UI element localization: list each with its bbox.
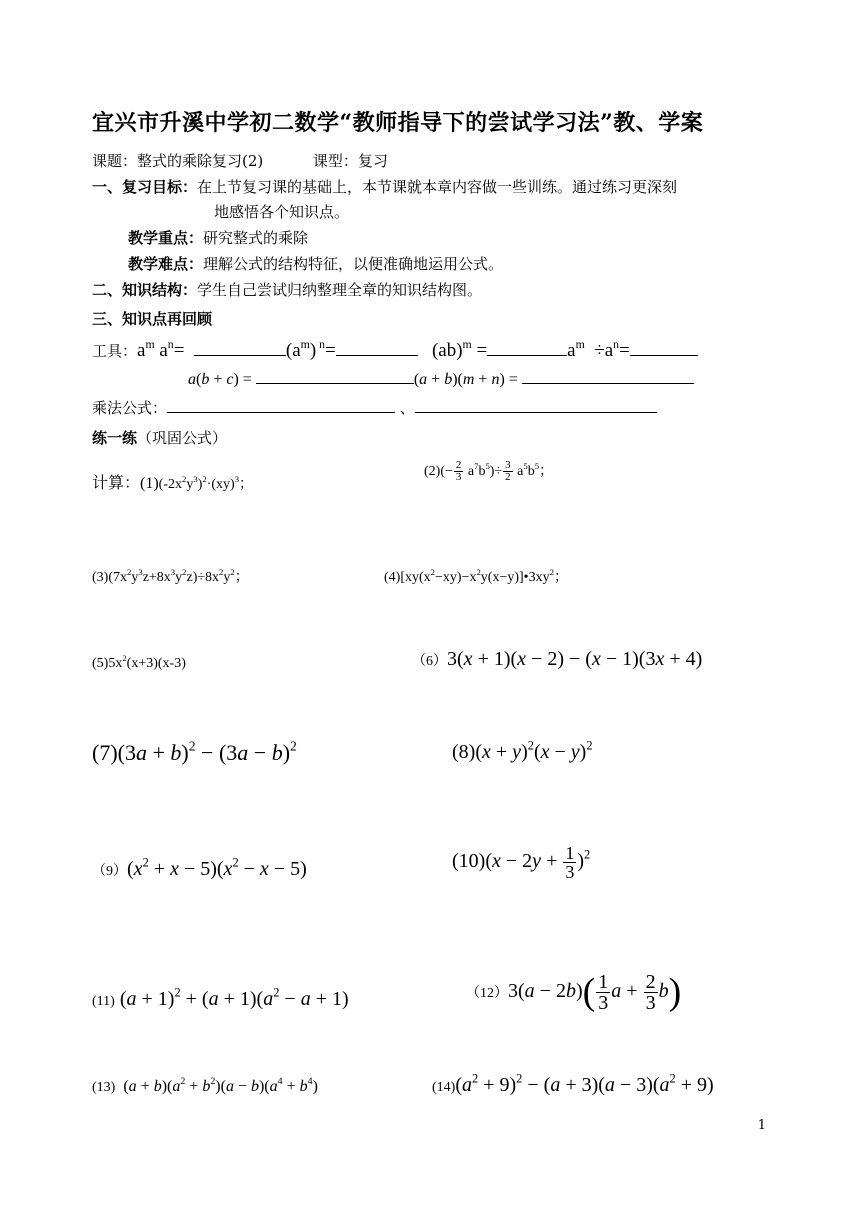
review-goal-line1 bbox=[92, 176, 677, 197]
tool-blank-2[interactable] bbox=[336, 336, 418, 356]
teaching-key-label: 教学重点： bbox=[128, 229, 204, 247]
formula-blank-2[interactable] bbox=[415, 397, 657, 413]
practice-line bbox=[92, 427, 227, 448]
problem-1-label: (1) bbox=[140, 475, 159, 492]
distributive-formula: a bbox=[188, 371, 196, 388]
page-title: 宜兴市升溪中学初二数学“教师指导下的尝试学习法”教、学案 bbox=[92, 110, 704, 136]
problem-10-label: (10) bbox=[452, 850, 486, 873]
practice-heading: 练一练 bbox=[92, 429, 138, 447]
tool-blank-3[interactable] bbox=[487, 336, 567, 356]
type-value: 复习 bbox=[357, 152, 388, 170]
teaching-difficulty-line bbox=[128, 253, 503, 274]
tool-product-power: (ab)$^m$ = bbox=[417, 337, 488, 361]
problem-5 bbox=[92, 652, 186, 672]
calc-label: 计算： bbox=[92, 473, 141, 492]
problem-10-expr: (x − 2y + $\frac{1}{3}$ )$^2$ bbox=[485, 843, 591, 882]
topic-label: 课题： bbox=[92, 152, 138, 170]
review-goal-text1: 在上节复习课的基础上，本节课就本章内容做一些训练。通过练习更深刻 bbox=[197, 178, 678, 196]
problem-1 bbox=[92, 470, 253, 493]
problem-4-label: (4) bbox=[384, 570, 401, 585]
tool-power-product: $a^m$ $a^n=$ bbox=[137, 337, 194, 361]
knowledge-review-heading: 三、知识点再回顾 bbox=[92, 310, 213, 328]
teaching-key-text: 研究整式的乘除 bbox=[203, 229, 309, 247]
problem-6 bbox=[412, 648, 702, 671]
problem-6-expr: 3(x + 1)(x − 2) − (x − 1)(3x + 4) bbox=[447, 648, 703, 670]
problem-13-label: (13) bbox=[92, 1080, 116, 1095]
problem-4-expr: $[xy(x^2-xy)-x^2y(x-y)]•3xy^2$； bbox=[400, 566, 568, 585]
problem-7-expr: $(3a + b)^2 - (3a - b)^2$ bbox=[117, 738, 297, 765]
problem-14 bbox=[432, 1071, 714, 1097]
problem-9-expr: $(x^2 + x - 5)(x^2 - x - 5)$ bbox=[127, 855, 307, 880]
problem-8 bbox=[452, 738, 593, 764]
distributive-line: a(b + c) = (a + b)(m + n) = bbox=[188, 367, 694, 389]
problem-10 bbox=[452, 844, 590, 881]
problem-2-expr: (− $\frac{2}{3}$ $a^7b^5)\div$ $\frac{3}{2}$ $a^5b^5$； bbox=[440, 459, 554, 484]
problem-5-expr: $5x^2(x+3)(x-3)$ bbox=[108, 652, 186, 671]
distributive-blank[interactable] bbox=[256, 367, 414, 384]
problem-9-label: （9） bbox=[92, 864, 127, 879]
tool-blank-4[interactable] bbox=[630, 336, 698, 356]
problem-6-label: （6） bbox=[412, 654, 447, 669]
multiplication-formula-label: 乘法公式： bbox=[92, 399, 168, 417]
problem-12-label: （12） bbox=[466, 986, 508, 1002]
problem-14-label: (14) bbox=[432, 1080, 456, 1095]
review-goal-text2: 地感悟各个知识点。 bbox=[214, 203, 350, 221]
problem-3-expr: $(7x^2y^3z+8x^3y^2z)\div 8x^2y^2$； bbox=[108, 566, 249, 585]
formula-blank-1[interactable] bbox=[167, 397, 395, 413]
course-line bbox=[92, 150, 388, 171]
tools-label: 工具： bbox=[92, 342, 138, 360]
problem-8-label: (8) bbox=[452, 741, 476, 763]
knowledge-structure-heading: 二、知识结构： bbox=[92, 281, 198, 299]
problem-4 bbox=[384, 566, 568, 586]
multiplication-formula-line bbox=[92, 397, 657, 418]
problem-2 bbox=[424, 460, 553, 483]
tools-line bbox=[92, 336, 698, 362]
teaching-difficulty-label: 教学难点： bbox=[128, 255, 204, 273]
tool-power-of-power: $(a^m)$ $^n$= bbox=[285, 337, 336, 361]
topic-value: 整式的乘除复习(2) bbox=[137, 152, 264, 170]
problem-3 bbox=[92, 566, 249, 586]
problem-12-expr: 3(a − 2b)( $\frac{1}{3}$ a + $\frac{2}{3}$ b) bbox=[508, 971, 682, 1014]
teaching-key-line bbox=[128, 227, 308, 248]
problem-11-expr: $(a + 1)^2 + (a + 1)(a^2 - a + 1)$ bbox=[114, 985, 349, 1010]
problem-1-expr: $(-2x^2y^3)^2\cdot(xy)^3$； bbox=[158, 473, 254, 492]
page-number: 1 bbox=[757, 1118, 766, 1133]
problem-7 bbox=[92, 740, 297, 766]
teaching-difficulty-text: 理解公式的结构特征，以便准确地运用公式。 bbox=[203, 255, 504, 273]
problem-2-label: (2) bbox=[424, 464, 441, 479]
knowledge-structure-line bbox=[92, 279, 482, 300]
problem-11 bbox=[92, 985, 349, 1011]
tool-quotient: $a^m \div a^n=$ bbox=[567, 337, 630, 361]
problem-3-label: (3) bbox=[92, 570, 109, 585]
problem-13 bbox=[92, 1078, 318, 1096]
problem-7-label: (7) bbox=[92, 740, 118, 765]
problem-5-label: (5) bbox=[92, 656, 109, 671]
problem-12 bbox=[466, 972, 681, 1013]
problem-11-label: (11) bbox=[92, 994, 115, 1009]
problem-13-expr: $(a + b)(a^2 + b^2)(a - b)(a^4 + b^4)$ bbox=[115, 1076, 318, 1095]
practice-subtitle: （巩固公式） bbox=[137, 429, 228, 447]
formula-separator: 、 bbox=[399, 399, 415, 417]
problem-9 bbox=[92, 855, 307, 881]
problem-14-expr: $(a^2 + 9)^2 - (a + 3)(a - 3)(a^2 + 9)$ bbox=[455, 1071, 714, 1096]
tool-blank-1[interactable] bbox=[194, 336, 286, 356]
knowledge-structure-text: 学生自己尝试归纳整理全章的知识结构图。 bbox=[197, 281, 483, 299]
review-goal-heading: 一、复习目标： bbox=[92, 178, 198, 196]
binomial-product-blank[interactable] bbox=[522, 367, 694, 384]
type-label: 课型： bbox=[312, 152, 358, 170]
problem-8-expr: $(x + y)^2(x - y)^2$ bbox=[475, 738, 593, 763]
